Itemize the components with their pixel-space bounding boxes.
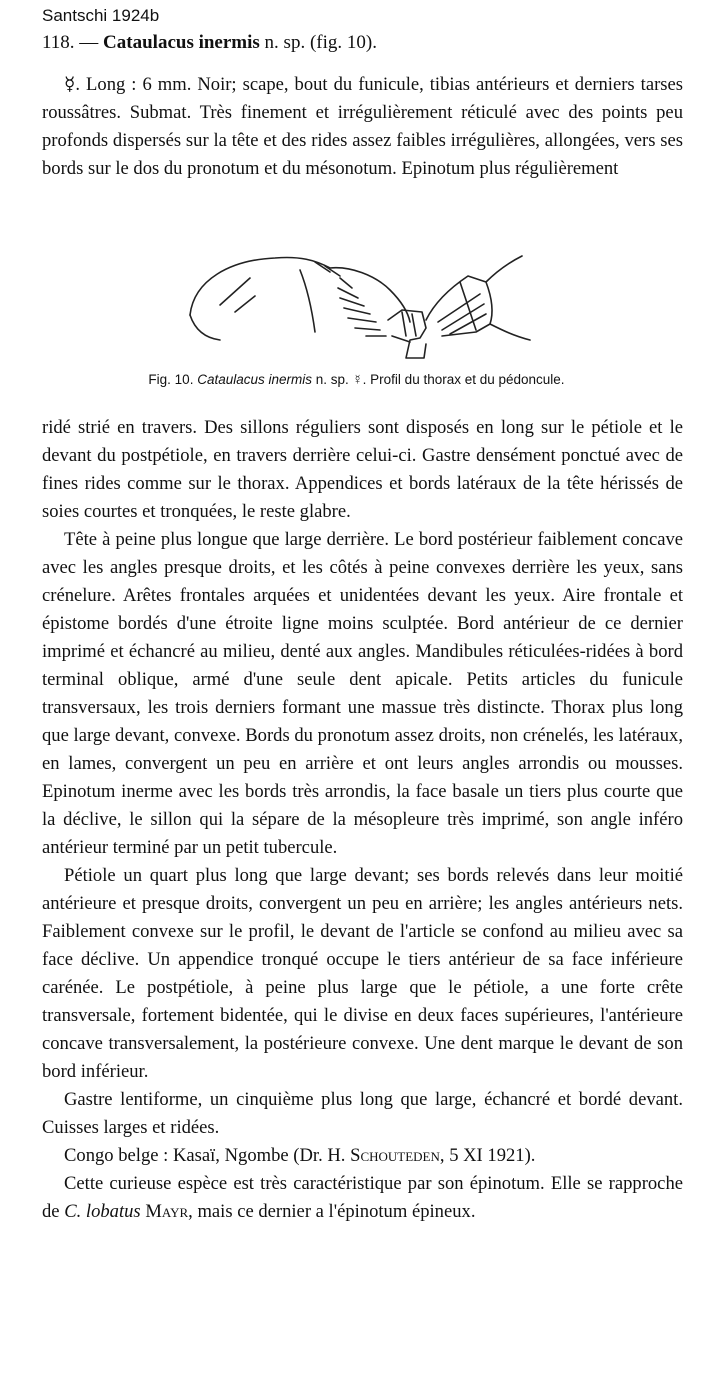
collector-name: Schouteden [350, 1145, 440, 1166]
paragraph: Pétiole un quart plus long que large devant; ses bords relevés dans leur moitié antérieure et presque droits, convergent un peu en arrière; les angles antérieurs nets. Faiblement convexe sur le profil, le devant de l'article se confond au milieu avec sa face déclive. Un appendice tronqué occupe le tiers antérieur de sa face inférieure carénée. Le postpétiole, à peine plus large que le pétiole, a une forte crête transversale, fortement bidentée, qui le divise en deux faces supérieures, l'antérieure concave transversalement, la postérieure convexe. Une dent marque le devant de son bord inférieur. [42, 865, 683, 1082]
species-heading [42, 32, 377, 54]
thorax-petiole-figure [180, 240, 540, 370]
locality-paragraph [42, 1142, 683, 1170]
species-suffix: n. sp. (fig. 10). [264, 32, 377, 53]
remark-end: , mais ce dernier a l'épinotum épineux. [188, 1201, 476, 1222]
remark-paragraph [42, 1170, 683, 1226]
caption-rest: n. sp. ☿. Profil du thorax et du pédoncule. [315, 372, 565, 387]
remark-start: Cette curieuse espèce est très caractéristique par son épinotum. Elle se rapproche de [42, 1173, 683, 1222]
paragraph: ☿. Long : 6 mm. Noir; scape, bout du funicule, tibias antérieurs et derniers tarses roussâtres. Submat. Très finement et irrégulièrement réticulé avec des points peu profonds dispersés sur la tête et des rides assez faibles irrégulières, allongées, vers ses bords sur le dos du pronotum et du mésonotum. Epinotum plus régulièrement [42, 74, 683, 179]
description-top [42, 71, 683, 183]
caption-species: Cataulacus inermis [197, 372, 313, 387]
paragraph: Gastre lentiforme, un cinquième plus long que large, échancré et bordé devant. Cuisses larges et ridées. [42, 1089, 683, 1138]
figure-caption [0, 372, 713, 387]
collection-date: , 5 XI 1921). [439, 1145, 536, 1166]
caption-prefix: Fig. 10. [148, 372, 194, 387]
paragraph: ridé strié en travers. Des sillons réguliers sont disposés en long sur le pétiole et le devant du postpétiole, en travers derrière celui-ci. Gastre densément ponctué avec de fines rides comme sur le thorax. Appendices et bords latéraux de la tête hérissés de soies courtes et tronquées, le reste glabre. [42, 417, 683, 522]
species-number: 118. — [42, 32, 99, 53]
locality-text: Congo belge : Kasaï, Ngombe (Dr. H. [64, 1145, 346, 1166]
related-species: C. lobatus [64, 1201, 141, 1222]
species-name: Cataulacus inermis [103, 32, 260, 53]
description-bottom [42, 414, 683, 1226]
paragraph: Tête à peine plus longue que large derrière. Le bord postérieur faiblement concave avec les angles presque droits, et les côtés à peine convexes derrière les yeux, sans crénelure. Arêtes frontales arquées et unidentées devant les yeux. Aire frontale et épistome bordés d'une étroite ligne moins sculptée. Bord antérieur de ce dernier imprimé et échancré au milieu, denté aux angles. Mandibules réticulées-ridées à bord terminal oblique, armé d'une seule dent apicale. Petits articles du funicule transversaux, les trois derniers formant une massue très distincte. Thorax plus long que large devant, convexe. Bords du pronotum assez droits, non crénelés, les latéraux, en lames, convergent un peu en arrière et ont leurs angles arrondis ou mousses. Epinotum inerme avec les bords très arrondis, la face basale un tiers plus courte que la déclive, le sillon qui la sépare de la mésopleure très imprimé, son angle inféro antérieur terminé par un petit tubercule. [42, 529, 683, 858]
source-citation: Santschi 1924b [42, 6, 160, 25]
related-author: Mayr [145, 1201, 189, 1222]
